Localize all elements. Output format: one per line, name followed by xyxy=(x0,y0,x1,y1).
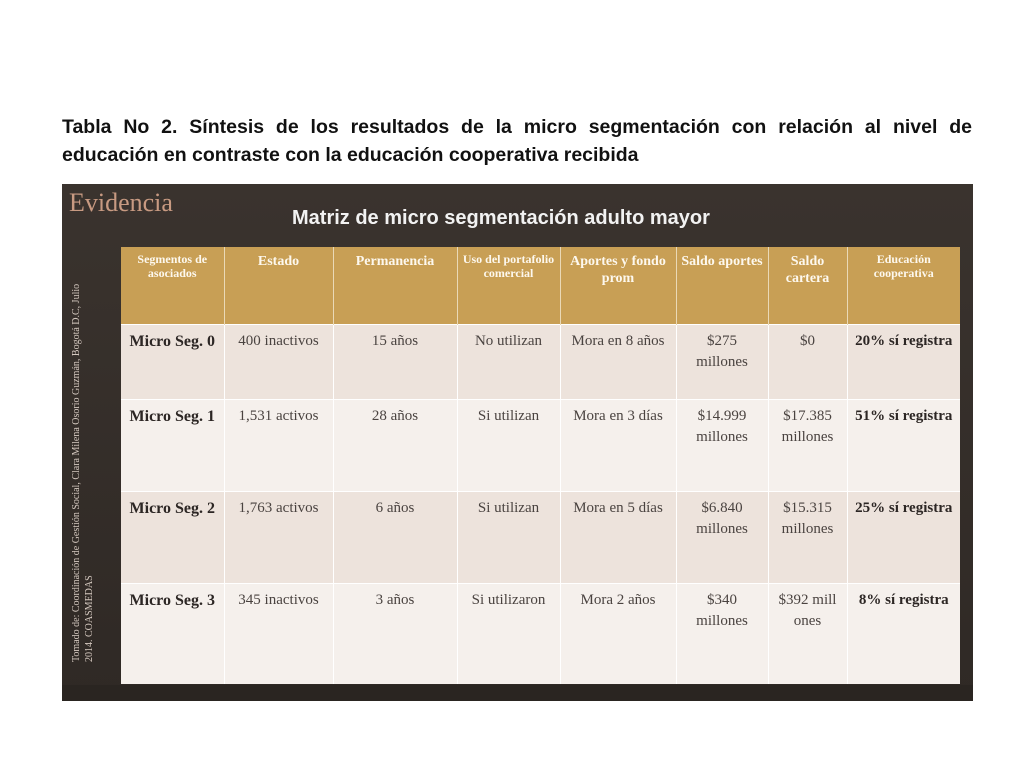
table-cell: Micro Seg. 1 xyxy=(121,399,224,491)
table-cell: $0 xyxy=(768,324,847,399)
table-cell: 20% sí registra xyxy=(847,324,960,399)
table-cell: $392 millones xyxy=(768,583,847,684)
slide-heading: Matriz de micro segmentación adulto mayor xyxy=(292,207,710,229)
table-cell: 25% sí registra xyxy=(847,491,960,583)
table-cell: 28 años xyxy=(333,399,457,491)
table-row xyxy=(121,399,960,491)
header-cell: Estado xyxy=(224,247,333,324)
table-cell: 1,763 activos xyxy=(224,491,333,583)
document-title: Tabla No 2. Síntesis de los resultados de la micro segmentación con relación al nivel de educación en contraste con la educación cooperativa recibida xyxy=(62,116,972,166)
table-cell: 51% sí registra xyxy=(847,399,960,491)
table-cell: 6 años xyxy=(333,491,457,583)
table-cell: $14.999 millones xyxy=(676,399,768,491)
table-cell: Mora en 3 días xyxy=(560,399,676,491)
table-cell: 8% sí registra xyxy=(847,583,960,684)
header-cell: Aportes y fondo prom xyxy=(560,247,676,324)
table-cell: 15 años xyxy=(333,324,457,399)
header-cell: Segmentos de asociados xyxy=(121,247,224,324)
header-cell: Saldo aportes xyxy=(676,247,768,324)
table-cell: $275 millones xyxy=(676,324,768,399)
header-cell: Permanencia xyxy=(333,247,457,324)
table-cell: Si utilizaron xyxy=(457,583,560,684)
table-cell: Micro Seg. 3 xyxy=(121,583,224,684)
table-row xyxy=(121,491,960,583)
table-cell: Si utilizan xyxy=(457,491,560,583)
table-cell: Mora 2 años xyxy=(560,583,676,684)
slide-label: Evidencia xyxy=(69,188,173,217)
table-cell: 1,531 activos xyxy=(224,399,333,491)
table-cell: 3 años xyxy=(333,583,457,684)
table-cell: Micro Seg. 0 xyxy=(121,324,224,399)
table-cell: $6.840 millones xyxy=(676,491,768,583)
table-cell: No utilizan xyxy=(457,324,560,399)
table-row xyxy=(121,583,960,684)
slide-footer-band xyxy=(62,685,973,701)
segmentation-matrix xyxy=(121,247,960,684)
table-cell: $15.315 millones xyxy=(768,491,847,583)
table-cell: Mora en 5 días xyxy=(560,491,676,583)
header-row xyxy=(121,247,960,324)
table-cell: 345 inactivos xyxy=(224,583,333,684)
slide-panel xyxy=(62,184,973,701)
header-cell: Educación cooperativa xyxy=(847,247,960,324)
table-cell: Si utilizan xyxy=(457,399,560,491)
table-cell: Micro Seg. 2 xyxy=(121,491,224,583)
table-cell: $340 millones xyxy=(676,583,768,684)
table-cell: $17.385 millones xyxy=(768,399,847,491)
table-row xyxy=(121,324,960,399)
source-credit: Tomado de: Coordinación de Gestión Social, Clara Milena Osorio Guzmán, Bogotá D.C, Julio 2014. COASMEDAS xyxy=(71,283,95,662)
header-cell: Saldo cartera xyxy=(768,247,847,324)
table-cell: 400 inactivos xyxy=(224,324,333,399)
table-cell: Mora en 8 años xyxy=(560,324,676,399)
header-cell: Uso del portafolio comercial xyxy=(457,247,560,324)
